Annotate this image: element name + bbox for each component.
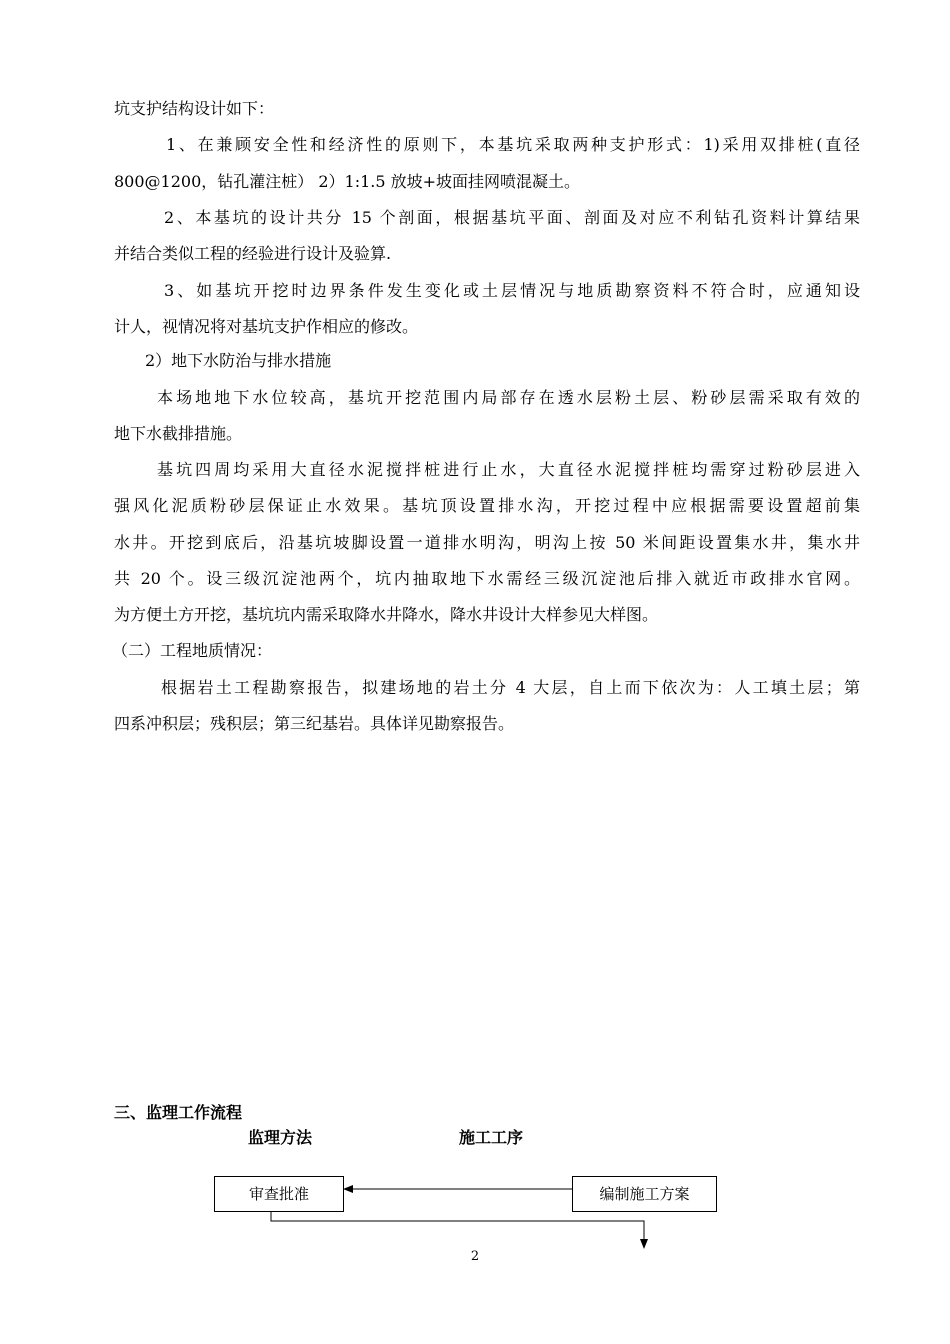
paragraph-line: 强风化泥质粉砂层保证止水效果。基坑顶设置排水沟，开挖过程中应根据需要设置超前集 (114, 496, 860, 515)
paragraph-line: 并结合类似工程的经验进行设计及验算. (114, 244, 392, 263)
paragraph-line: 地下水截排措施。 (114, 424, 243, 443)
paragraph-line: 基坑四周均采用大直径水泥搅拌桩进行止水，大直径水泥搅拌桩均需穿过粉砂层进入 (157, 460, 860, 479)
paragraph-line: 共 20 个。设三级沉淀池两个，坑内抽取地下水需经三级沉淀池后排入就近市政排水官网。 (114, 569, 860, 588)
subheading-line: 2）地下水防治与排水措施 (145, 351, 332, 370)
paragraph-line: 为方便土方开挖，基坑坑内需采取降水井降水，降水井设计大样参见大样图。 (114, 605, 659, 624)
paragraph-line: 计人，视情况将对基坑支护作相应的修改。 (114, 317, 419, 336)
flow-box-approve: 审查批准 (214, 1176, 344, 1212)
arrow-head-left (343, 1185, 353, 1193)
paragraph-line: 四系冲积层；残积层；第三纪基岩。具体详见勘察报告。 (114, 714, 515, 733)
paragraph-line: 3、如基坑开挖时边界条件发生变化或土层情况与地质勘察资料不符合时，应通知设 (164, 281, 860, 300)
page-number: 2 (470, 1249, 480, 1264)
arrow-line-down (271, 1211, 644, 1241)
column-header-right: 施工工序 (459, 1128, 524, 1147)
paragraph-line: 水井。开挖到底后，沿基坑坡脚设置一道排水明沟，明沟上按 50 米间距设置集水井，集水井 (114, 533, 860, 552)
paragraph-line: 800@1200，钻孔灌注桩） 2）1:1.5 放坡+坡面挂网喷混凝土。 (114, 172, 581, 191)
paragraph-line: 1、在兼顾安全性和经济性的原则下，本基坑采取两种支护形式：1)采用双排桩(直径 (166, 135, 860, 154)
paragraph-line: 坑支护结构设计如下： (114, 99, 275, 118)
paragraph-line: 本场地地下水位较高，基坑开挖范围内局部存在透水层粉土层、粉砂层需采取有效的 (157, 388, 860, 407)
arrow-head-down (640, 1239, 648, 1249)
flow-box-construction-plan: 编制施工方案 (572, 1176, 717, 1212)
subheading-line: （二）工程地质情况： (112, 641, 273, 660)
column-header-left: 监理方法 (248, 1128, 313, 1147)
paragraph-line: 根据岩土工程勘察报告，拟建场地的岩土分 4 大层，自上而下依次为：人工填土层；第 (161, 678, 860, 697)
section-title: 三、监理工作流程 (114, 1103, 243, 1122)
paragraph-line: 2、本基坑的设计共分 15 个剖面，根据基坑平面、剖面及对应不利钻孔资料计算结果 (164, 208, 860, 227)
